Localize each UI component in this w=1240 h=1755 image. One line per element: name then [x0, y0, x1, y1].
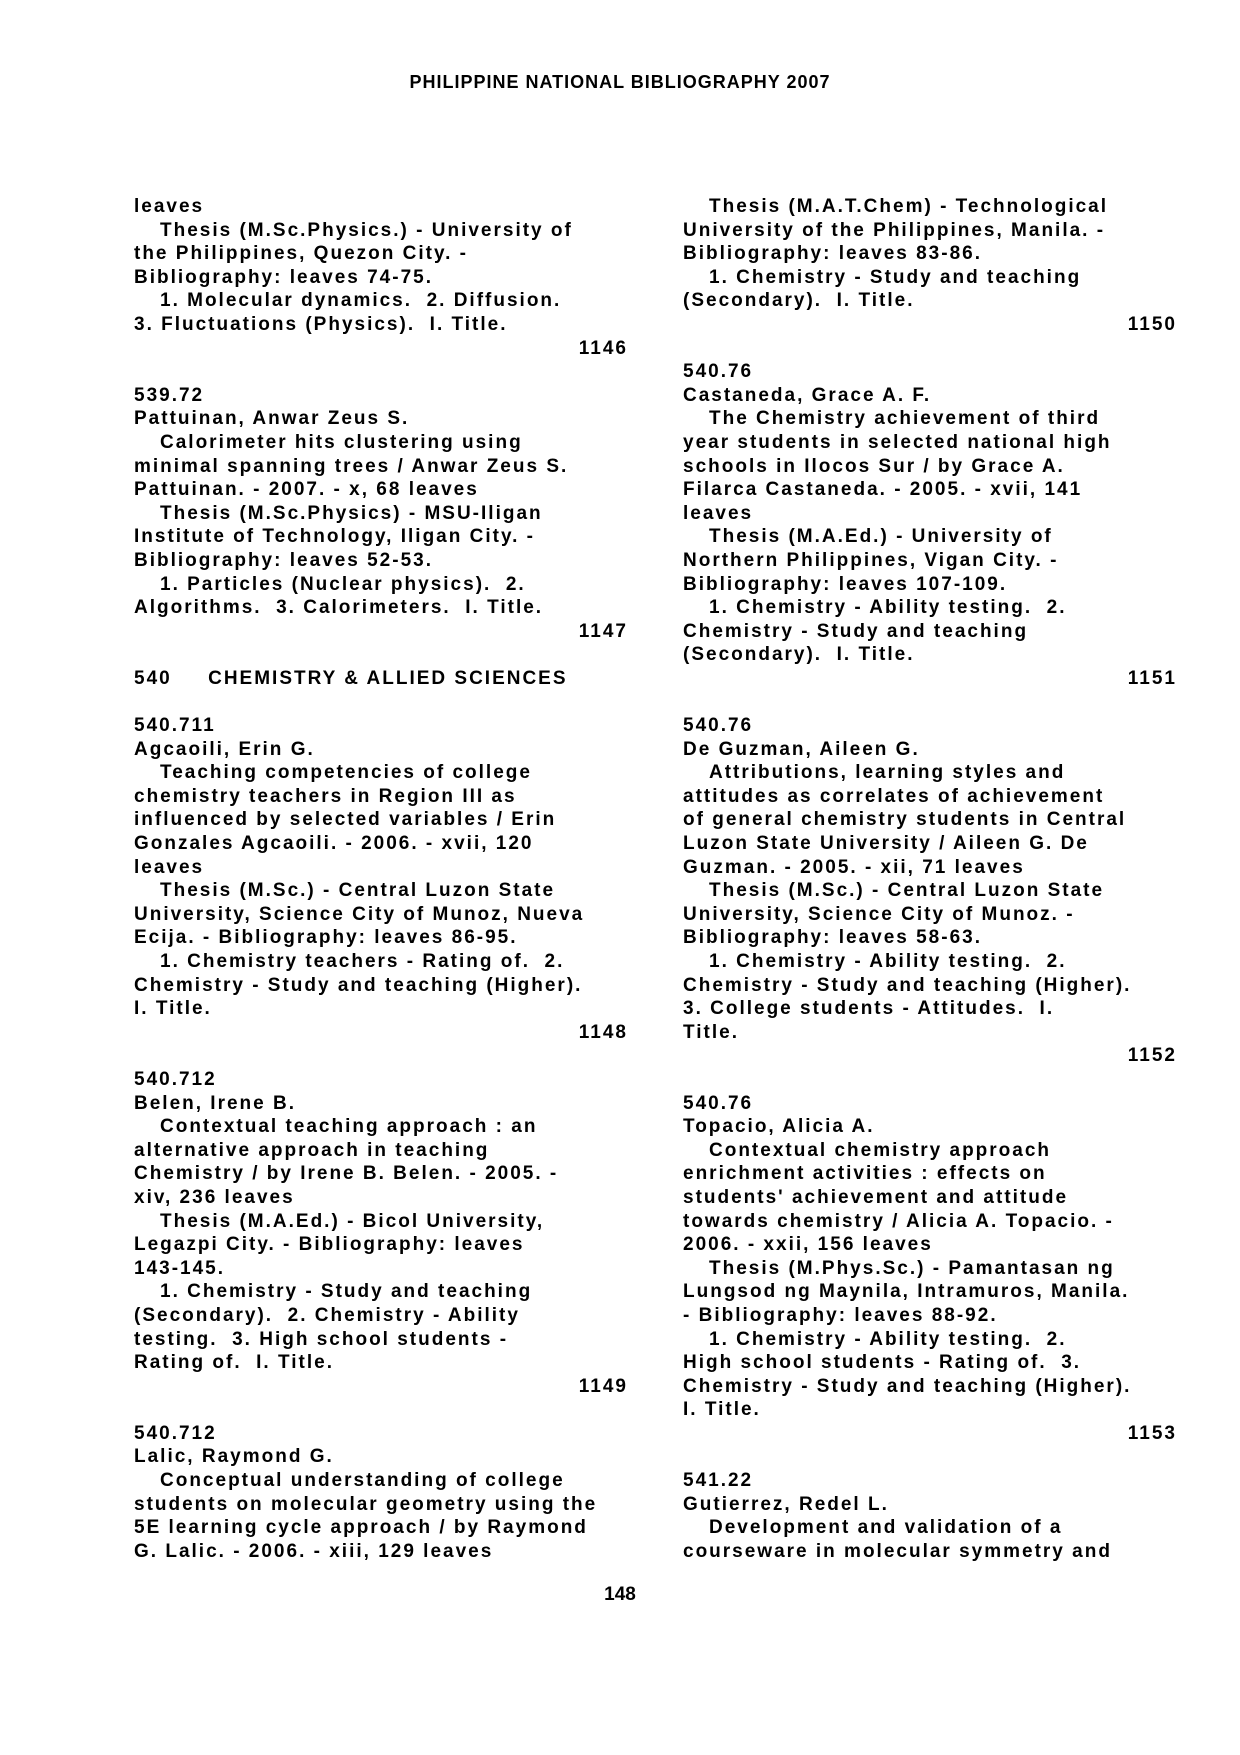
entry-line: year students in selected national high	[683, 431, 1112, 453]
entry-line: Northern Philippines, Vigan City. -	[683, 549, 1059, 571]
entry-line: influenced by selected variables / Erin	[134, 809, 557, 831]
entry-line: Thesis (M.A.T.Chem) - Technological	[709, 196, 1109, 217]
entry-line: Bibliography: leaves 107-109.	[683, 573, 1008, 595]
entry-line: Topacio, Alicia A.	[683, 1116, 875, 1138]
entry-gap	[683, 337, 1183, 361]
entry-line: Gutierrez, Redel L.	[683, 1493, 889, 1515]
entry-line: Thesis (M.A.Ed.) - University of	[709, 526, 1053, 548]
entry-line: Castaneda, Grace A. F.	[683, 384, 932, 406]
entry-line: G. Lalic. - 2006. - xiii, 129 leaves	[134, 1540, 494, 1562]
entry-line: Thesis (M.A.Ed.) - Bicol University,	[160, 1210, 545, 1232]
entry-line: Conceptual understanding of college	[160, 1470, 565, 1492]
entry-line: Contextual teaching approach : an	[160, 1116, 538, 1138]
entry-line: Belen, Irene B.	[134, 1092, 296, 1114]
entry-line: Thesis (M.Sc.) - Central Luzon State	[709, 880, 1105, 902]
entry-line: alternative approach in teaching	[134, 1139, 490, 1161]
entry-line: 1. Chemistry - Study and teaching	[160, 1281, 533, 1303]
entry-line: Ecija. - Bibliography: leaves 86-95.	[134, 927, 518, 949]
entry-line: 143-145.	[134, 1257, 226, 1279]
entry-line: Thesis (M.Phys.Sc.) - Pamantasan ng	[709, 1257, 1115, 1279]
entry-line: leaves	[134, 196, 205, 217]
entry-line: Pattuinan, Anwar Zeus S.	[134, 408, 410, 430]
entry-line: (Secondary). I. Title.	[683, 290, 915, 312]
entry-line: Bibliography: leaves 74-75.	[134, 266, 433, 288]
entry-line: students' achievement and attitude	[683, 1186, 1069, 1208]
entry-gap	[683, 690, 1183, 714]
entry-line: (Secondary). I. Title.	[683, 644, 915, 666]
entry-line: Attributions, learning styles and	[709, 762, 1066, 784]
entry-line: I. Title.	[134, 998, 212, 1020]
right-column	[683, 195, 1183, 1563]
section-heading: 540 CHEMISTRY & ALLIED SCIENCES	[134, 667, 568, 689]
entry-line: 3. Fluctuations (Physics). I. Title.	[134, 313, 508, 335]
entry-line: testing. 3. High school students -	[134, 1328, 509, 1350]
entry-line: De Guzman, Aileen G.	[683, 738, 920, 760]
entry-line: Contextual chemistry approach	[709, 1139, 1052, 1161]
entry-line: 2006. - xxii, 156 leaves	[683, 1234, 933, 1256]
entry-line: I. Title.	[683, 1399, 761, 1421]
left-column	[134, 195, 634, 1563]
entry-line: Thesis (M.Sc.Physics) - MSU-Iligan	[160, 502, 543, 524]
entry-line: 1. Chemistry teachers - Rating of. 2.	[160, 951, 565, 972]
entry-line: 1. Molecular dynamics. 2. Diffusion.	[160, 290, 562, 312]
entry-line: courseware in molecular symmetry and	[683, 1540, 1112, 1562]
entry-line: Pattuinan. - 2007. - x, 68 leaves	[134, 479, 479, 501]
entry-line: minimal spanning trees / Anwar Zeus S.	[134, 455, 569, 477]
entry-line: 540.712	[134, 1422, 217, 1444]
entry-gap	[134, 360, 634, 384]
entry-line: Luzon State University / Aileen G. De	[683, 833, 1089, 855]
entry-line: 541.22	[683, 1470, 754, 1492]
entry-line: University, Science City of Munoz, Nueva	[134, 903, 585, 925]
entry-line: (Secondary). 2. Chemistry - Ability	[134, 1304, 520, 1326]
entry-line: Thesis (M.Sc.Physics.) - University of	[160, 219, 573, 241]
entry-line: Filarca Castaneda. - 2005. - xvii, 141	[683, 479, 1083, 501]
entry-gap	[683, 1068, 1183, 1092]
entry-line: Agcaoili, Erin G.	[134, 738, 315, 760]
entry-gap	[683, 1445, 1183, 1469]
entry-line: 1. Chemistry - Ability testing. 2.	[709, 951, 1067, 972]
entry-line: Guzman. - 2005. - xii, 71 leaves	[683, 856, 1025, 878]
entry-line: 1. Chemistry - Ability testing. 2.	[709, 597, 1067, 619]
entry-line: Chemistry / by Irene B. Belen. - 2005. -	[134, 1163, 559, 1185]
entry-number: 1152	[1127, 1045, 1177, 1067]
entry-line: University of the Philippines, Manila. -	[683, 219, 1106, 241]
entry-gap	[134, 643, 634, 667]
entry-line: Lalic, Raymond G.	[134, 1446, 334, 1468]
entry-number: 1147	[578, 620, 628, 642]
entry-gap	[134, 690, 634, 714]
entry-line: 5E learning cycle approach / by Raymond	[134, 1517, 588, 1539]
page-header-title: PHILIPPINE NATIONAL BIBLIOGRAPHY 2007	[409, 72, 831, 92]
entry-line: Chemistry - Study and teaching	[683, 620, 1029, 642]
entry-line: 540.76	[683, 1092, 754, 1114]
entry-number: 1150	[1127, 313, 1177, 335]
entry-number: 1153	[1127, 1422, 1177, 1444]
entry-number: 1149	[578, 1375, 628, 1397]
entry-line: attitudes as correlates of achievement	[683, 785, 1105, 807]
entry-line: 540.76	[683, 715, 754, 737]
entry-line: Bibliography: leaves 83-86.	[683, 243, 982, 265]
entry-line: 1. Chemistry - Study and teaching	[709, 266, 1082, 288]
entry-line: Title.	[683, 1021, 739, 1043]
entry-line: Teaching competencies of college	[160, 762, 532, 784]
entry-line: the Philippines, Quezon City. -	[134, 243, 468, 265]
entry-line: enrichment activities : effects on	[683, 1163, 1047, 1185]
entry-line: Calorimeter hits clustering using	[160, 431, 523, 453]
entry-number: 1146	[578, 337, 628, 359]
entry-line: 540.711	[134, 715, 216, 737]
entry-line: 3. College students - Attitudes. I.	[683, 998, 1055, 1020]
entry-line: of general chemistry students in Central	[683, 809, 1127, 831]
entry-line: 540.712	[134, 1068, 217, 1090]
entry-line: chemistry teachers in Region III as	[134, 785, 517, 807]
entry-line: The Chemistry achievement of third	[709, 408, 1101, 430]
entry-line: 1. Chemistry - Ability testing. 2.	[709, 1328, 1067, 1350]
entry-line: Development and validation of a	[709, 1517, 1063, 1539]
entry-line: 539.72	[134, 384, 205, 406]
entry-line: High school students - Rating of. 3.	[683, 1352, 1082, 1374]
entry-line: Rating of. I. Title.	[134, 1352, 334, 1374]
entry-number: 1148	[578, 1021, 628, 1043]
entry-line: Chemistry - Study and teaching (Higher).	[683, 1375, 1132, 1397]
entry-line: towards chemistry / Alicia A. Topacio. -	[683, 1210, 1114, 1232]
entry-number: 1151	[1127, 667, 1177, 689]
entry-line: Bibliography: leaves 58-63.	[683, 927, 982, 949]
entry-line: leaves	[134, 856, 205, 878]
entry-line: University, Science City of Munoz. -	[683, 903, 1075, 925]
entry-line: Algorithms. 3. Calorimeters. I. Title.	[134, 597, 544, 619]
entry-gap	[134, 1398, 634, 1422]
entry-line: 540.76	[683, 361, 754, 383]
entry-line: Lungsod ng Maynila, Intramuros, Manila.	[683, 1281, 1130, 1303]
entry-line: - Bibliography: leaves 88-92.	[683, 1304, 998, 1326]
entry-line: Thesis (M.Sc.) - Central Luzon State	[160, 880, 556, 902]
entry-line: Gonzales Agcaoili. - 2006. - xvii, 120	[134, 833, 534, 855]
entry-line: Chemistry - Study and teaching (Higher).	[683, 974, 1132, 996]
entry-line: xiv, 236 leaves	[134, 1186, 295, 1208]
entry-line: Institute of Technology, Iligan City. -	[134, 526, 535, 548]
entry-line: students on molecular geometry using the	[134, 1493, 598, 1515]
entry-line: leaves	[683, 502, 754, 524]
entry-line: Bibliography: leaves 52-53.	[134, 549, 433, 571]
entry-gap	[134, 1044, 634, 1068]
entry-line: Legazpi City. - Bibliography: leaves	[134, 1234, 525, 1256]
page-number: 148	[604, 1584, 636, 1605]
entry-line: Chemistry - Study and teaching (Higher).	[134, 974, 583, 996]
entry-line: schools in Ilocos Sur / by Grace A.	[683, 455, 1065, 477]
entry-line: 1. Particles (Nuclear physics). 2.	[160, 573, 526, 595]
